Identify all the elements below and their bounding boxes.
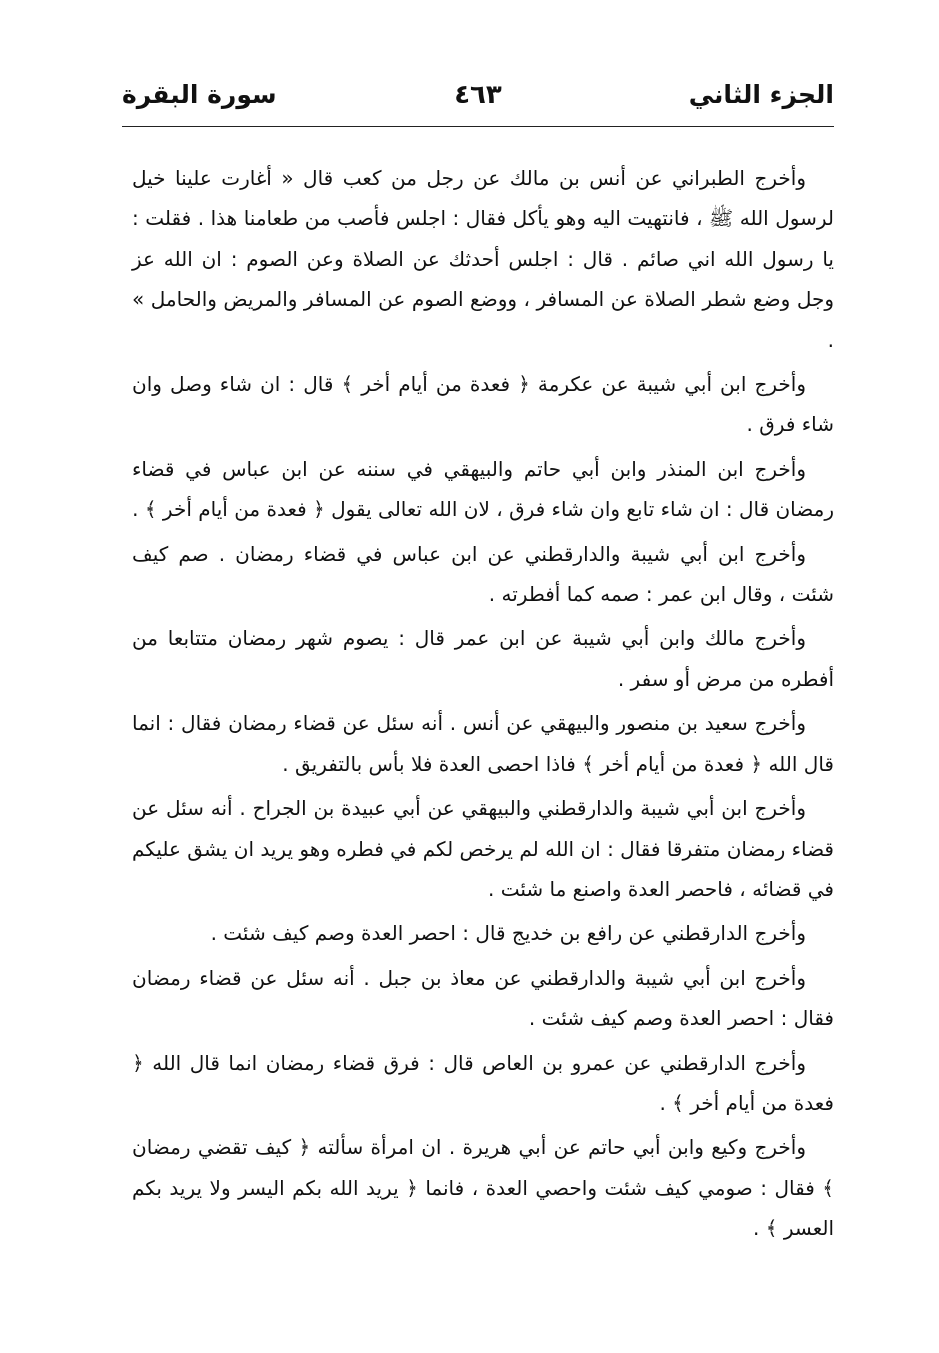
paragraph: وأخرج ابن أبي شيبة والدارقطني عن ابن عباس في قضاء رمضان . صم كيف شئت ، وقال ابن عمر : صمه كما أفطرته . bbox=[132, 541, 834, 607]
header-divider bbox=[122, 126, 834, 127]
page-number: ٤٦٣ bbox=[454, 80, 502, 110]
paragraph: وأخرج ابن المنذر وابن أبي حاتم والبيهقي في سننه عن ابن عباس في قضاء رمضان قال : ان شاء تابع وان شاء فرق ، لان الله تعالى يقول ﴿ فعدة من أيام أخر ﴾ . bbox=[132, 456, 834, 522]
page-body bbox=[132, 158, 834, 1253]
page-header bbox=[122, 78, 834, 122]
paragraph: وأخرج ابن أبي شيبة والدارقطني عن معاذ بن جبل . أنه سئل عن قضاء رمضان فقال : احصر العدة وصم كيف شئت . bbox=[132, 965, 834, 1031]
paragraph: وأخرج مالك وابن أبي شيبة عن ابن عمر قال : يصوم شهر رمضان متتابعا من أفطره من مرض أو سفر . bbox=[132, 626, 834, 691]
surah-title: سورة البقرة bbox=[122, 80, 277, 109]
paragraph: وأخرج وكيع وابن أبي حاتم عن أبي هريرة . ان امرأة سألته ﴿ كيف تقضي رمضان ﴾ فقال : صومي كيف شئت واحصي العدة ، فانما ﴿ يريد الله بكم اليسر ولا يريد بكم العسر ﴾ . bbox=[132, 1135, 834, 1241]
part-title: الجزء الثاني bbox=[688, 80, 834, 109]
paragraph: وأخرج ابن أبي شيبة عن عكرمة ﴿ فعدة من أيام أخر ﴾ قال : ان شاء وصل وان شاء فرق . bbox=[132, 372, 834, 437]
paragraph: وأخرج ابن أبي شيبة والدارقطني والبيهقي عن أبي عبيدة بن الجراح . أنه سئل عن قضاء رمضان متفرقا فقال : ان الله لم يرخص لكم في فطره وهو يريد ان يشق عليكم في قضائه ، فاحصر العدة واصنع ما شئت . bbox=[132, 796, 834, 901]
paragraph: وأخرج الدارقطني عن عمرو بن العاص قال : فرق قضاء رمضان انما قال الله ﴿ فعدة من أيام أخر ﴾ . bbox=[132, 1050, 834, 1115]
paragraph: وأخرج سعيد بن منصور والبيهقي عن أنس . أنه سئل عن قضاء رمضان فقال : انما قال الله ﴿ فعدة من أيام أخر ﴾ فاذا احصى العدة فلا بأس بالتفريق . bbox=[132, 711, 834, 776]
paragraph: وأخرج الدارقطني عن رافع بن خديج قال : احصر العدة وصم كيف شئت . bbox=[210, 921, 806, 946]
paragraph: وأخرج الطبراني عن أنس بن مالك عن رجل من كعب قال « أغارت علينا خيل لرسول الله ﷺ ، فانتهيت اليه وهو يأكل فقال : اجلس فأصب من طعامنا هذا . فقلت : يا رسول الله اني صائم . قال : اجلس أحدثك عن الصلاة وعن الصوم : ان الله عز وجل وضع شطر الصلاة عن المسافر ، ووضع الصوم عن المسافر والمريض والحامل » . bbox=[132, 166, 834, 352]
